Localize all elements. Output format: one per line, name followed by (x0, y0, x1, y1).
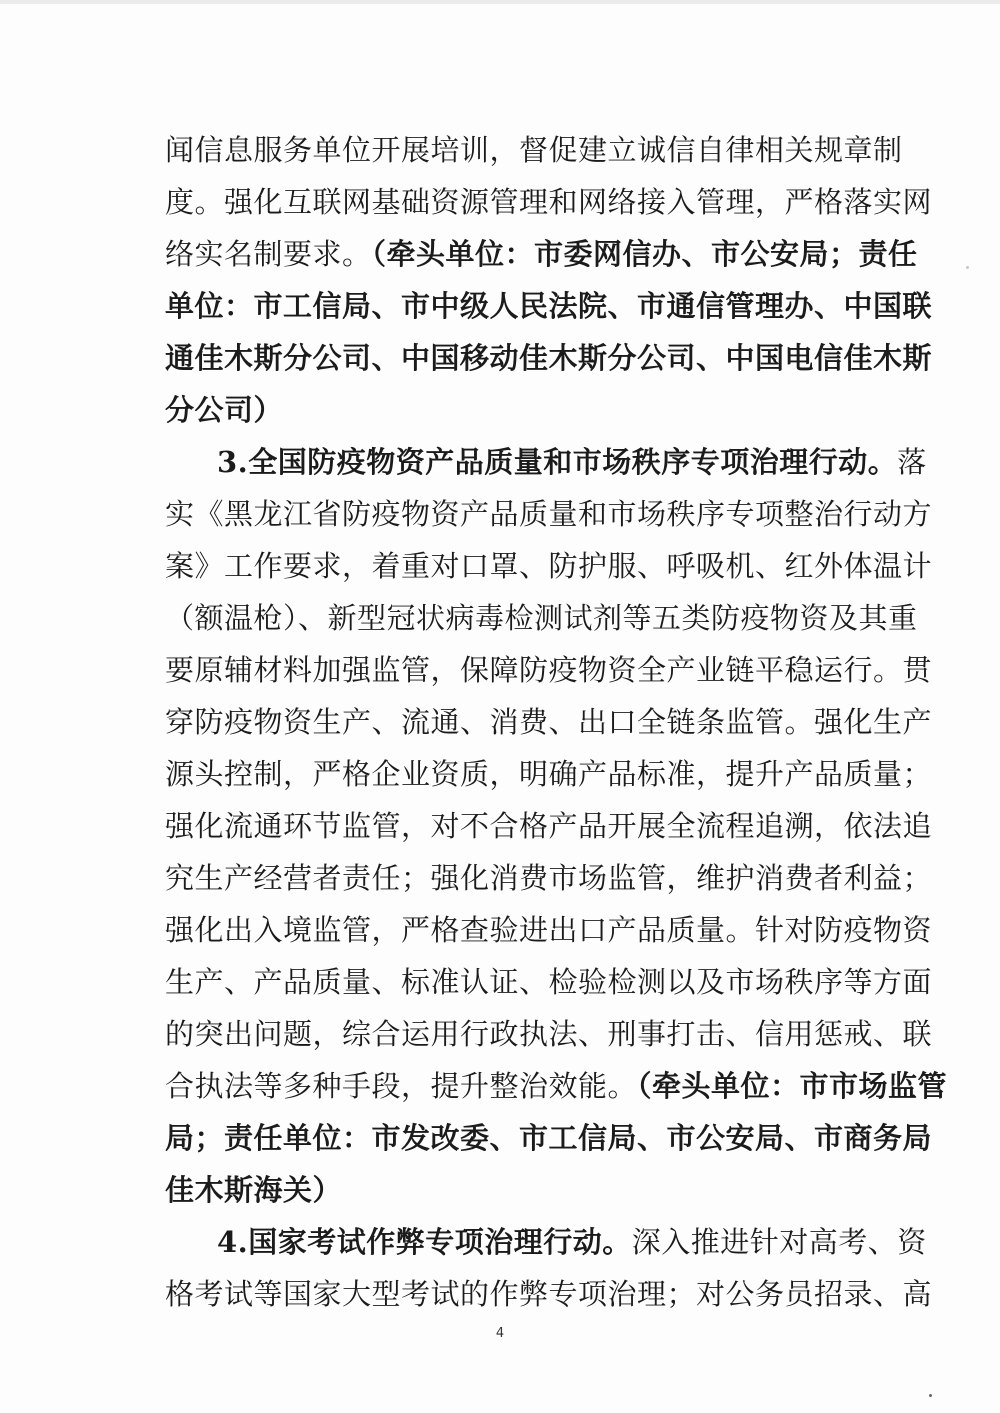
text-segment: 深入推进针对高考、资 (631, 1225, 927, 1259)
bold-text-segment: 局；责任单位：市发改委、市工信局、市公安局、市商务局 (165, 1121, 933, 1155)
text-segment: 穿防疫物资生产、流通、消费、出口全链条监管。强化生产 (165, 705, 933, 739)
text-line (217, 436, 927, 488)
bold-text-segment: 4.国家考试作弊专项治理行动。 (217, 1225, 632, 1259)
text-segment: 的突出问题，综合运用行政执法、刑事打击、信用惩戒、联 (165, 1017, 933, 1051)
text-segment: 闻信息服务单位开展培训，督促建立诚信自律相关规章制 (165, 133, 903, 167)
text-line (217, 1216, 927, 1268)
scan-speck (966, 266, 969, 269)
text-line (165, 176, 933, 228)
text-line (165, 644, 933, 696)
scan-speck (929, 1394, 932, 1397)
text-line (165, 540, 933, 592)
text-line (165, 904, 933, 956)
bold-text-segment: 通佳木斯分公司、中国移动佳木斯分公司、中国电信佳木斯 (165, 341, 933, 375)
text-segment: 究生产经营者责任；强化消费市场监管，维护消费者利益； (165, 861, 933, 895)
text-segment: （额温枪）、新型冠状病毒检测试剂等五类防疫物资及其重 (165, 601, 918, 635)
bold-text-segment: （牵头单位：市委网信办、市公安局；责任 (371, 237, 918, 271)
text-segment: 合执法等多种手段，提升整治效能。 (165, 1069, 638, 1103)
text-segment: 格考试等国家大型考试的作弊专项治理；对公务员招录、高 (165, 1277, 933, 1311)
text-line (165, 228, 918, 280)
text-line (165, 1008, 933, 1060)
text-line (165, 748, 933, 800)
text-segment: 源头控制，严格企业资质，明确产品标准，提升产品质量； (165, 757, 933, 791)
text-line (165, 852, 933, 904)
text-segment: 要原辅材料加强监管，保障防疫物资全产业链平稳运行。贯 (165, 653, 933, 687)
text-line (165, 124, 903, 176)
text-line (165, 1112, 933, 1164)
text-segment: 生产、产品质量、标准认证、检验检测以及市场秩序等方面 (165, 965, 933, 999)
bold-text-segment: 单位：市工信局、市中级人民法院、市通信管理办、中国联 (165, 289, 933, 323)
bold-text-segment: 佳木斯海关） (165, 1173, 343, 1207)
scan-edge (0, 0, 1000, 4)
text-segment: 实《黑龙江省防疫物资产品质量和市场秩序专项整治行动方 (165, 497, 933, 531)
text-segment: 案》工作要求，着重对口罩、防护服、呼吸机、红外体温计 (165, 549, 933, 583)
text-line (165, 696, 933, 748)
text-segment: 落 (897, 445, 927, 479)
page-number: 4 (495, 1326, 505, 1341)
text-line (165, 1164, 871, 1216)
text-line (165, 488, 933, 540)
text-segment: 强化流通环节监管，对不合格产品开展全流程追溯，依法追 (165, 809, 933, 843)
text-segment: 度。强化互联网基础资源管理和网络接入管理，严格落实网 (165, 185, 933, 219)
text-line (165, 384, 871, 436)
bold-text-segment: 分公司） (165, 393, 284, 427)
text-line (165, 956, 933, 1008)
text-line (165, 280, 933, 332)
text-segment: 强化出入境监管，严格查验进出口产品质量。针对防疫物资 (165, 913, 933, 947)
text-line (165, 800, 933, 852)
bold-text-segment: （牵头单位：市市场监管 (637, 1069, 948, 1103)
text-line (165, 332, 933, 384)
text-line (165, 1060, 948, 1112)
text-line (165, 1268, 933, 1320)
text-segment: 络实名制要求。 (165, 237, 372, 271)
bold-text-segment: 3.全国防疫物资产品质量和市场秩序专项治理行动。 (217, 445, 898, 479)
text-line (165, 592, 918, 644)
